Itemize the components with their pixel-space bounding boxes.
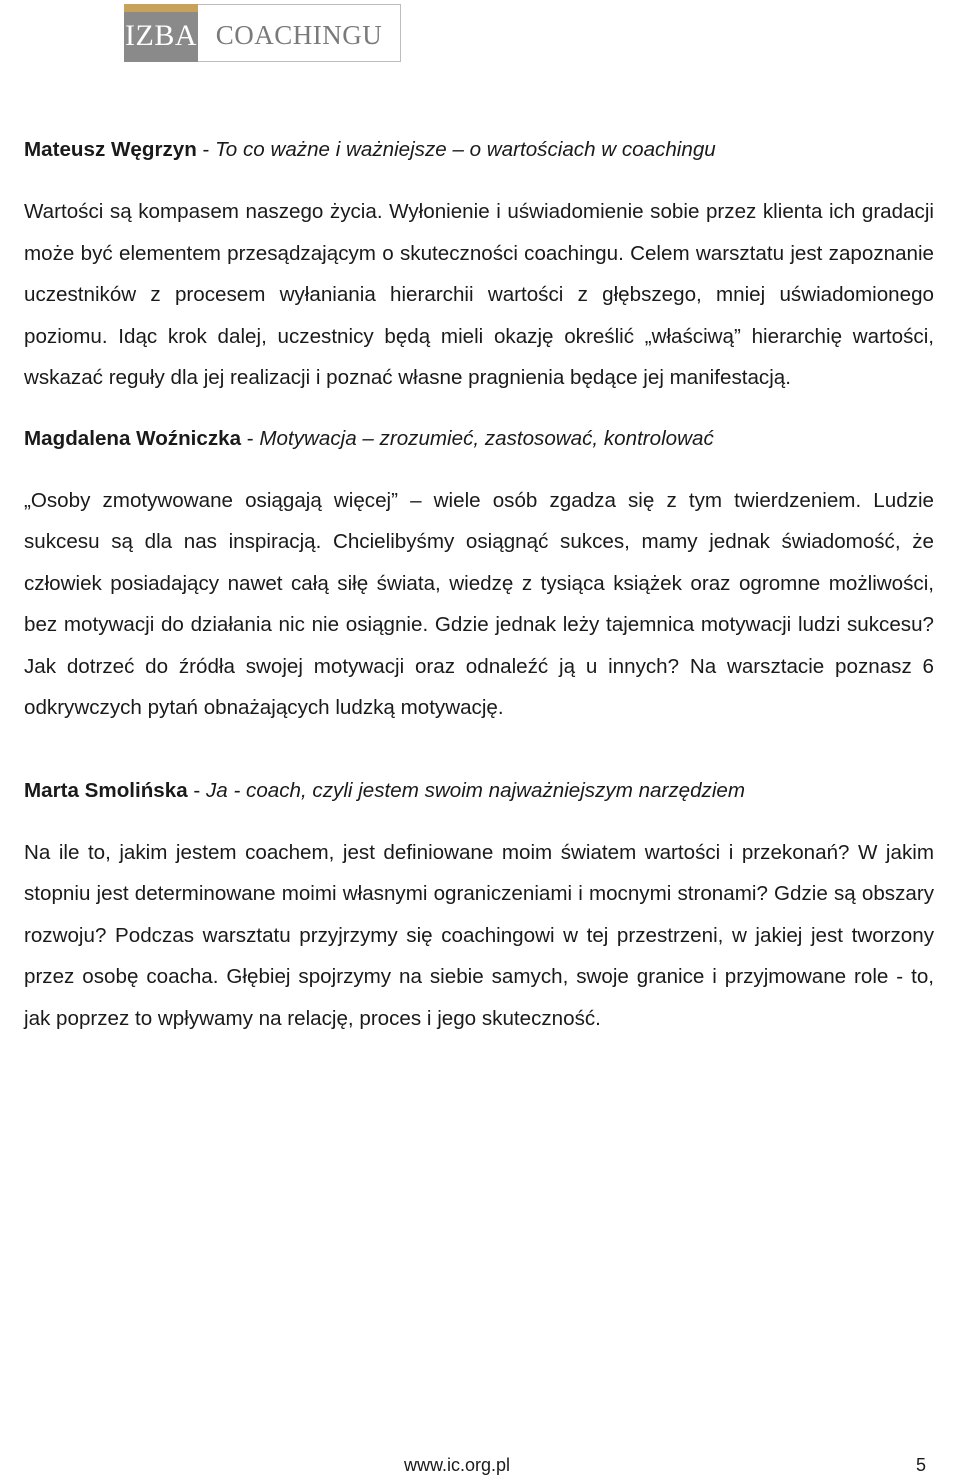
document-content <box>24 128 934 1039</box>
logo-right-block <box>198 4 401 62</box>
footer-url: www.ic.org.pl <box>404 1455 511 1475</box>
section-heading-3 <box>24 769 934 813</box>
logo-left-text: IZBA <box>125 19 197 52</box>
page-number: 5 <box>916 1455 927 1475</box>
section-body-1: Wartości są kompasem naszego życia. Wyłonienie i uświadomienie sobie przez klienta ich gradacji może być elementem przesądzającym o skuteczności coachingu. Celem warsztatu jest zapoznanie uczestników z procesem wyłaniania hierarchii wartości z głębszego, mniej uświadomionego poziomu. Idąc krok dalej, uczestnicy będą mieli okazję określić „właściwą” hierarchię wartości, wskazać reguły dla jej realizacji i poznać własne pragnienia będące jej manifestacją. <box>24 200 934 389</box>
section-heading-2 <box>24 417 934 461</box>
logo-right-text: COACHINGU <box>215 19 383 50</box>
section-author: Mateusz Węgrzyn <box>24 138 197 161</box>
section-title: To co ważne i ważniejsze – o wartościach w coachingu <box>215 138 716 161</box>
izba-coachingu-logo <box>124 4 401 62</box>
section-separator: - <box>187 778 206 802</box>
section-author: Marta Smolińska <box>24 778 188 802</box>
section-body-3: Na ile to, jakim jestem coachem, jest definiowane moim światem wartości i przekonań? W jakim stopniu jest determinowane moimi własnymi ograniczeniami i mocnymi stronami? Gdzie są obszary rozwoju? Podczas warsztatu przyjrzymy się coachingowi w tej przestrzeni, w jakiej jest tworzony przez osobę coacha. Głębiej spojrzymy na siebie samych, swoje granice i przyjmowane role - to, jak poprzez to wpływamy na relację, proces i jego skuteczność. <box>24 840 934 1030</box>
section-title: Ja - coach, czyli jestem swoim najważniejszym narzędziem <box>205 778 746 802</box>
section-title: Motywacja – zrozumieć, zastosować, kontrolować <box>259 426 714 450</box>
section-heading-1 <box>24 128 934 172</box>
section-author: Magdalena Woźniczka <box>24 426 242 450</box>
section-separator: - <box>196 138 216 161</box>
section-separator: - <box>241 426 260 450</box>
logo-left-block <box>124 4 198 62</box>
section-body-2: „Osoby zmotywowane osiągają więcej” – wiele osób zgadza się z tym twierdzeniem. Ludzie sukcesu są dla nas inspiracją. Chcielibyśmy osiągnąć sukces, mamy jednak świadomość, że człowiek posiadający nawet całą siłę świata, wiedzę z tysiąca książek oraz ogromne możliwości, bez motywacji do działania nic nie osiągnie. Gdzie jednak leży tajemnica motywacji ludzi sukcesu? Jak dotrzeć do źródła swojej motywacji oraz odnaleźć ją u innych? Na warsztacie poznasz 6 odkrywczych pytań obnażających ludzką motywację. <box>24 488 934 719</box>
